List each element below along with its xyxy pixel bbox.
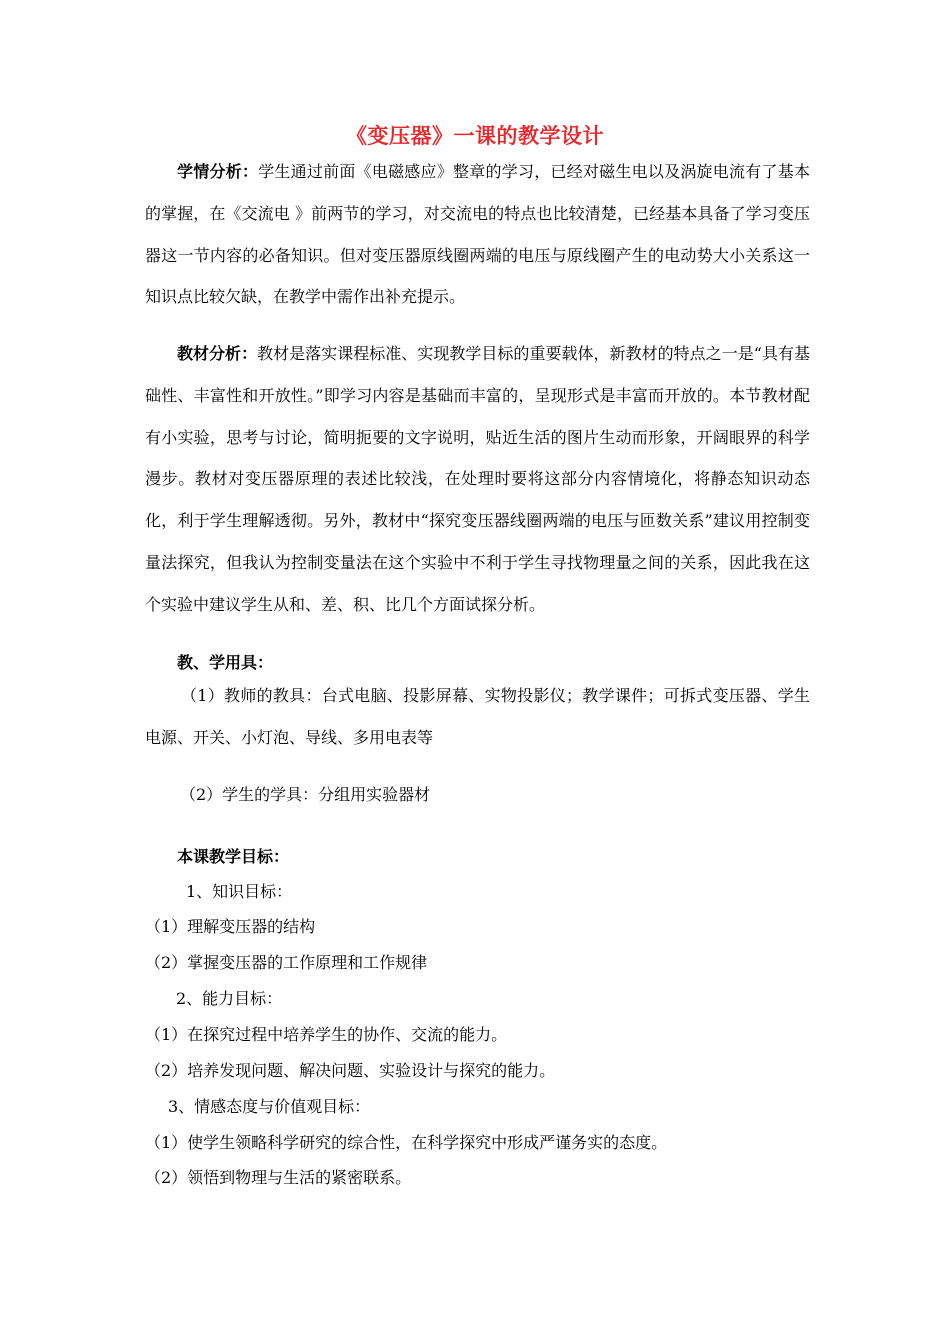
student-tools-line: （2）学生的学具：分组用实验器材 [180, 785, 431, 804]
ability-objective-title: 2、能力目标： [176, 989, 283, 1008]
textbook-analysis-label: 教材分析： [177, 344, 258, 363]
attitude-objective-item: （2）领悟到物理与生活的紧密联系。 [145, 1168, 412, 1187]
textbook-analysis-text: 教材是落实课程标准、实现教学目标的重要载体，新教材的特点之一是“具有基础性、丰富性和开放性。”即学习内容是基础而丰富的，呈现形式是丰富而开放的。本节教材配有小实验，思考与讨论，简明扼要的文字说明，贴近生活的图片生动而形象，开阔眼界的科学漫步。教材对变压器原理的表述比较浅，在处理时要将这部分内容情境化，将静态知识动态化，利于学生理解透彻。另外，教材中“探究变压器线圈两端的电压与匝数关系”建议用控制变量法探究，但我认为控制变量法在这个实验中不利于学生寻找物理量之间的关系，因此我在这个实验中建议学生从和、差、积、比几个方面试探分析。 [145, 344, 810, 614]
knowledge-objective-item: （1）理解变压器的结构 [145, 917, 316, 936]
document-title: 《变压器》一课的教学设计 [346, 124, 604, 148]
knowledge-objective-title: 1、知识目标： [186, 882, 293, 901]
tools-heading: 教、学用具： [177, 653, 274, 672]
student-analysis-label: 学情分析： [177, 162, 259, 181]
teacher-tools-paragraph: （1）教师的教具：台式电脑、投影屏幕、实物投影仪；教学课件；可拆式变压器、学生电源、开关、小灯泡、导线、多用电表等 [145, 686, 810, 747]
knowledge-objective-item: （2）掌握变压器的工作原理和工作规律 [145, 953, 428, 972]
objectives-heading: 本课教学目标： [177, 847, 290, 866]
ability-objective-item: （1）在探究过程中培养学生的协作、交流的能力。 [145, 1025, 508, 1044]
attitude-objective-title: 3、情感态度与价值观目标： [168, 1097, 371, 1116]
textbook-analysis-paragraph [145, 333, 810, 626]
student-analysis-paragraph [145, 151, 810, 318]
attitude-objective-item: （1）使学生领略科学研究的综合性，在科学探究中形成严谨务实的态度。 [145, 1133, 668, 1152]
ability-objective-item: （2）培养发现问题、解决问题、实验设计与探究的能力。 [145, 1061, 556, 1080]
student-analysis-text: 学生通过前面《电磁感应》整章的学习，已经对磁生电以及涡旋电流有了基本的掌握，在《交流电 》前两节的学习，对交流电的特点也比较清楚，已经基本具备了学习变压器这一节内容的必备知识。但对变压器原线圈两端的电压与原线圈产生的电动势大小关系这一知识点比较欠缺，在教学中需作出补充提示。 [145, 162, 810, 307]
